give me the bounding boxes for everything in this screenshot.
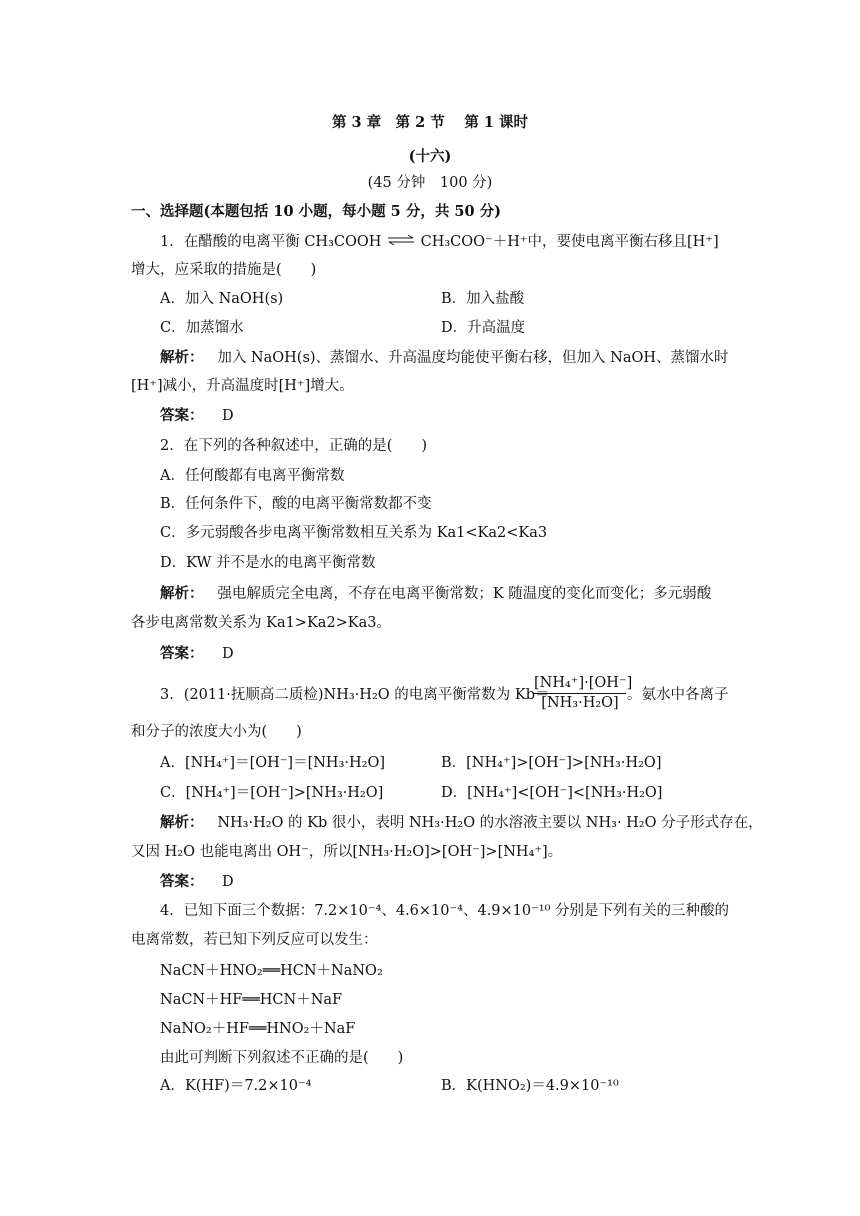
kb-fraction [534,674,633,713]
analysis-label: 解析： [160,814,204,831]
q4-stem-line3: 由此可判断下列叙述不正确的是( ) [160,1050,404,1066]
fraction-denominator: [NH₃·H₂O] [541,695,619,711]
q3-option-d: D．[NH₄⁺]<[OH⁻]<[NH₃·H₂O] [441,785,663,801]
q2-option-a: A．任何酸都有电离平衡常数 [160,468,345,484]
q4-reaction-3: NaNO₂＋HF══HNO₂＋NaF [160,1021,356,1037]
q1-stem-line2: 增大，应采取的措施是( ) [131,262,317,278]
exercise-number: (十六) [408,148,452,165]
analysis-label: 解析： [160,349,204,366]
time-score: (45 分钟 100 分) [367,175,493,191]
q4-option-a: A．K(HF)＝7.2×10⁻⁴ [160,1078,312,1094]
q2-analysis-line2: 各步电离常数关系为 Ka1>Ka2>Ka3。 [131,615,392,631]
q4-option-b: B．K(HNO₂)＝4.9×10⁻¹⁰ [441,1078,619,1094]
q2-analysis-text: 强电解质完全电离，不存在电离平衡常数；K 随温度的变化而变化；多元弱酸 [217,586,712,602]
q2-option-d: D．KW 并不是水的电离平衡常数 [160,555,376,571]
fraction-numerator: [NH₄⁺]·[OH⁻] [534,674,626,694]
equilibrium-arrow-icon [386,232,416,252]
q2-option-b: B．任何条件下，酸的电离平衡常数都不变 [160,496,432,512]
q4-reaction-1: NaCN＋HNO₂══HCN＋NaNO₂ [160,963,383,979]
q1-option-c: C．加蒸馏水 [160,320,244,336]
chapter-title: 第 3 章 第 2 节 第 1 课时 [331,114,529,131]
q3-analysis-line2: 又因 H₂O 也能电离出 OH⁻，所以[NH₃·H₂O]>[OH⁻]>[NH₄⁺]。 [131,844,563,860]
q1-option-b: B．加入盐酸 [441,291,525,307]
q1-answer-value: D [221,408,234,424]
q3-option-c: C．[NH₄⁺]＝[OH⁻]>[NH₃·H₂O] [160,785,384,801]
analysis-label: 解析： [160,585,204,602]
q2-stem: 2．在下列的各种叙述中，正确的是( ) [160,438,428,454]
q3-option-b: B．[NH₄⁺]>[OH⁻]>[NH₃·H₂O] [441,755,662,771]
q4-stem-line2: 电离常数，若已知下列反应可以发生： [131,932,378,948]
answer-label: 答案： [160,645,204,662]
q1-stem-line1 [160,232,719,252]
q4-reaction-2: NaCN＋HF══HCN＋NaF [160,992,343,1008]
answer-label: 答案： [160,407,204,424]
q1-analysis-line1 [160,348,729,368]
q1-analysis-line2: [H⁺]减小，升高温度时[H⁺]增大。 [131,378,354,394]
q2-answer [160,644,234,664]
q4-stem-line1: 4．已知下面三个数据：7.2×10⁻⁴、4.6×10⁻⁴、4.9×10⁻¹⁰ 分别是下列有关的三种酸的 [160,903,730,919]
q1-stem-part2: CH₃COO⁻＋H⁺中，要使电离平衡右移且[H⁺] [420,234,719,250]
q3-analysis-text: NH₃·H₂O 的 Kb 很小，表明 NH₃·H₂O 的水溶液主要以 NH₃· H₂O 分子形式存在， [217,815,763,831]
q1-option-d: D．升高温度 [441,320,526,336]
q3-answer-value: D [221,874,234,890]
q2-analysis-line1 [160,584,711,604]
q3-analysis-line1 [160,813,763,833]
answer-label: 答案： [160,873,204,890]
q1-stem-part1: 1．在醋酸的电离平衡 CH₃COOH [160,234,382,250]
q3-stem-part2: 。氨水中各离子 [627,687,729,703]
q2-option-c: C．多元弱酸各步电离平衡常数相互关系为 Ka1<Ka2<Ka3 [160,525,548,541]
q1-analysis-text: 加入 NaOH(s)、蒸馏水、升高温度均能使平衡右移，但加入 NaOH、蒸馏水时 [217,350,729,366]
q3-stem-line2: 和分子的浓度大小为( ) [131,724,302,740]
q3-stem-part1: 3．(2011·抚顺高二质检)NH₃·H₂O 的电离平衡常数为 Kb＝ [160,687,550,703]
q2-answer-value: D [221,646,234,662]
q3-option-a: A．[NH₄⁺]＝[OH⁻]＝[NH₃·H₂O] [160,755,385,771]
section-heading: 一、选择题(本题包括 10 小题，每小题 5 分，共 50 分) [131,203,501,220]
q3-answer [160,872,234,892]
q1-option-a: A．加入 NaOH(s) [160,291,284,307]
q1-answer [160,406,234,426]
